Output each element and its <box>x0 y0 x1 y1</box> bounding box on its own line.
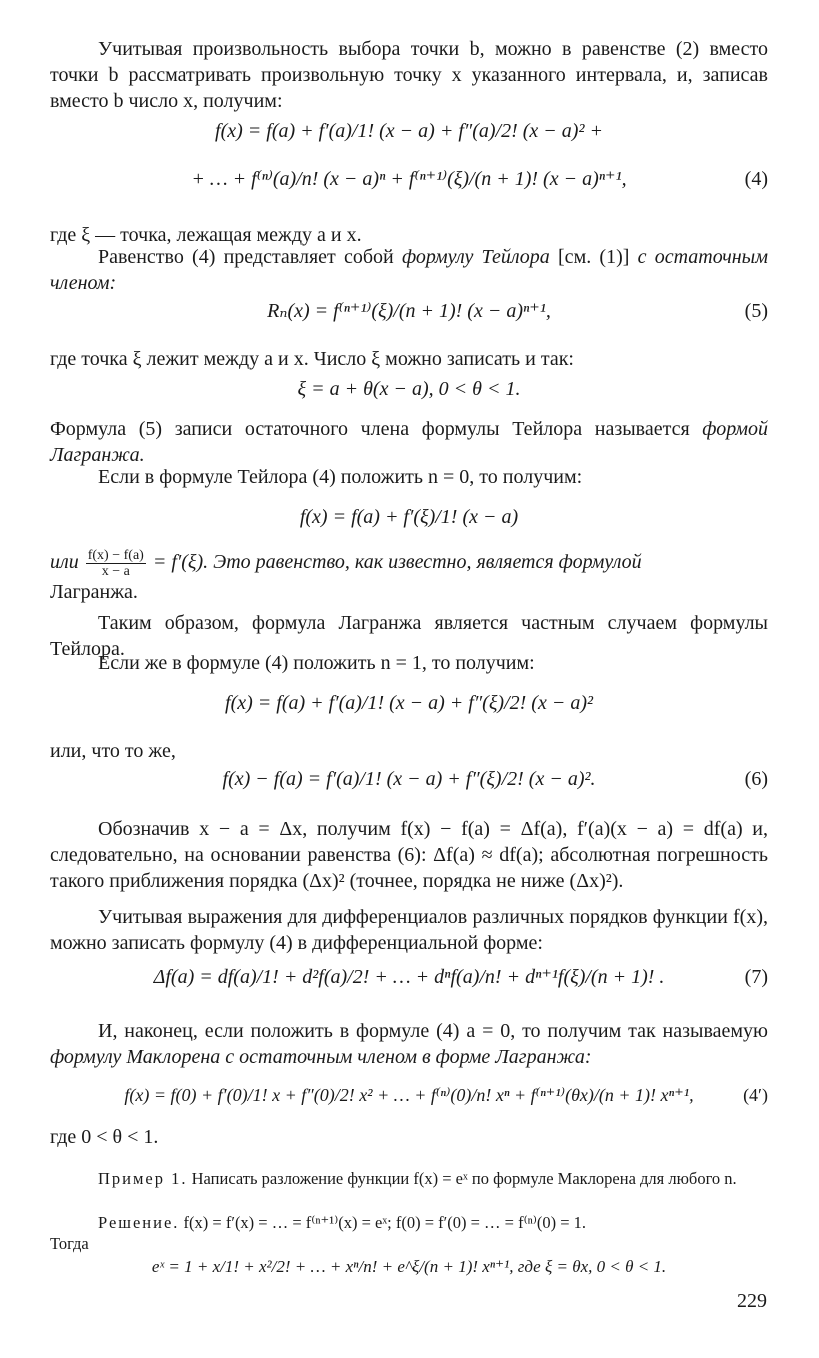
paragraph-differential-form: Учитывая выражения для дифференциалов различных порядков функции f(x), можно записать формулу (4) в дифференциальной форме: <box>50 906 768 954</box>
text-run: И, наконец, если положить в формуле (4) a = 0, то получим так называемую <box>98 1020 768 1042</box>
formula-taylor-line2 <box>50 166 768 192</box>
text-run: или <box>50 551 79 574</box>
paragraph-n0: Если в формуле Тейлора (4) положить n = 0, то получим: <box>98 466 583 488</box>
example-label: Пример 1. <box>98 1169 188 1188</box>
formula-exp-expansion <box>50 1256 768 1277</box>
formula-text: f(x) − f(a) = f′(a)/1! (x − a) + f″(ξ)/2! (x − a)². <box>222 768 596 790</box>
emphasis: формулу Тейлора <box>401 246 550 268</box>
formula-taylor-line1 <box>50 118 768 144</box>
paragraph-n1: Если же в формуле (4) положить n = 1, то получим: <box>98 652 535 674</box>
formula-text: eˣ = 1 + x/1! + x²/2! + … + xⁿ/n! + e^ξ/(n + 1)! xⁿ⁺¹, где ξ = θx, 0 < θ < 1. <box>151 1257 667 1276</box>
formula-xi <box>50 376 768 402</box>
paragraph-lagrange-equation <box>50 548 768 605</box>
paragraph-taylor-remainder <box>50 244 768 296</box>
paragraph-xi-write: где точка ξ лежит между a и x. Число ξ можно записать и так: <box>50 348 574 370</box>
emphasis: формой Лагранжа. <box>50 418 768 466</box>
equation-number: (4) <box>744 168 768 190</box>
equation-number: (7) <box>744 966 768 988</box>
formula-text: f(x) = f(a) + f′(a)/1! (x − a) + f″(a)/2! (x − a)² + <box>215 120 603 142</box>
text-run: Равенство (4) представляет собой <box>98 246 402 268</box>
text-run: [см. (1)] <box>549 246 638 268</box>
paragraph-same: или, что то же, <box>50 740 176 762</box>
fraction-numerator: f(x) − f(a) <box>87 548 144 563</box>
page-number: 229 <box>737 1290 767 1312</box>
formula-n1 <box>50 690 768 716</box>
equation-number: (6) <box>744 768 768 790</box>
formula-text: f(x) = f(0) + f′(0)/1! x + f″(0)/2! x² + … + f⁽ⁿ⁾(0)/n! xⁿ + f⁽ⁿ⁺¹⁾(θx)/(n + 1)! xⁿ⁺¹, <box>124 1085 694 1105</box>
fraction <box>86 548 146 579</box>
formula-remainder <box>50 298 768 324</box>
formula-text: f(x) = f(a) + f′(a)/1! (x − a) + f″(ξ)/2! (x − a)² <box>225 692 593 714</box>
paragraph-special-case: Таким образом, формула Лагранжа является частным случаем формулы Тейлора. <box>50 612 768 660</box>
text-run: Формула (5) записи остаточного члена формулы Тейлора называется <box>50 418 703 440</box>
formula-maclaurin <box>50 1082 768 1108</box>
formula-six <box>50 766 768 792</box>
paragraph-xi-point: где ξ — точка, лежащая между a и x. <box>50 224 362 246</box>
example-solution <box>50 1212 768 1254</box>
text-run: Написать разложение функции f(x) = eˣ по формуле Маклорена для любого n. <box>187 1169 737 1188</box>
formula-text: = f′(ξ). <box>152 551 209 574</box>
emphasis: с остаточным членом: <box>50 246 768 294</box>
text-run: f(x) = f′(x) = … = f⁽ⁿ⁺¹⁾(x) = eˣ; f(0) = f′(0) = … = f⁽ⁿ⁾(0) = 1. <box>179 1213 587 1232</box>
formula-text: + … + f⁽ⁿ⁾(a)/n! (x − a)ⁿ + f⁽ⁿ⁺¹⁾(ξ)/(n + 1)! (x − a)ⁿ⁺¹, <box>191 168 627 190</box>
emphasis: Это равенство, как известно, является формулой <box>208 551 642 574</box>
formula-text: f(x) = f(a) + f′(ξ)/1! (x − a) <box>299 506 519 528</box>
equation-number: (5) <box>744 300 768 322</box>
paragraph-differential: Обозначив x − a = Δx, получим f(x) − f(a) = Δf(a), f′(a)(x − a) = df(a) и, следовательно, на основании равенства (6): Δf(a) ≈ df(a); абсолютная погрешность такого приближения порядка (Δx)² (точнее, порядка не ниже (Δx)²). <box>50 818 768 892</box>
formula-text: Rₙ(x) = f⁽ⁿ⁺¹⁾(ξ)/(n + 1)! (x − a)ⁿ⁺¹, <box>267 300 551 322</box>
text-run: Лагранжа. <box>50 581 138 603</box>
text-run: Тогда <box>50 1234 89 1253</box>
example-statement <box>50 1168 768 1189</box>
solution-label: Решение. <box>98 1213 180 1232</box>
paragraph-theta: где 0 < θ < 1. <box>50 1126 159 1148</box>
emphasis: формулу Маклорена с остаточным членом в форме Лагранжа: <box>50 1046 592 1068</box>
paragraph-intro: Учитывая произвольность выбора точки b, можно в равенстве (2) вместо точки b рассматривать произвольную точку x указанного интервала, и, записав вместо b число x, получим: <box>50 38 768 112</box>
fraction-denominator: x − a <box>86 563 146 579</box>
paragraph-maclaurin <box>50 1018 768 1070</box>
equation-number: (4′) <box>743 1085 768 1105</box>
formula-seven <box>50 964 768 990</box>
paragraph-lagrange-form <box>50 416 768 468</box>
formula-text: Δf(a) = df(a)/1! + d²f(a)/2! + … + dⁿf(a)/n! + dⁿ⁺¹f(ξ)/(n + 1)! . <box>153 966 665 988</box>
formula-n0 <box>50 504 768 530</box>
formula-text: ξ = a + θ(x − a), 0 < θ < 1. <box>297 378 521 400</box>
